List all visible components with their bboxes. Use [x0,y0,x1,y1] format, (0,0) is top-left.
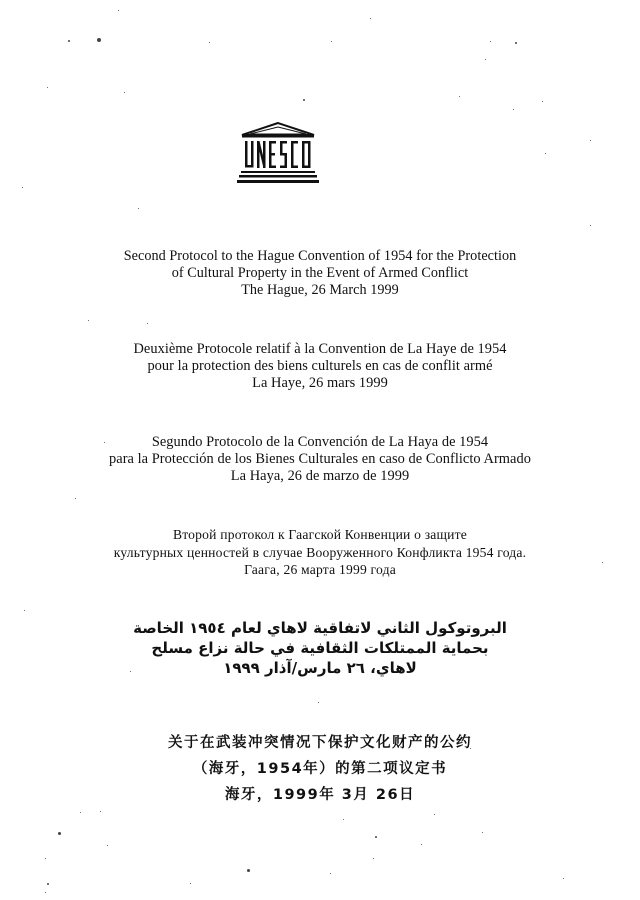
title-english-line-2: of Cultural Property in the Event of Armed Conflict [171,265,469,281]
unesco-logo [236,121,320,185]
scan-speck [542,101,543,102]
scan-speck [138,208,139,209]
scan-speck [80,812,81,813]
scan-speck [22,187,23,188]
title-french-line-2: pour la protection des biens culturels en cas de conflit armé [147,358,493,374]
title-spanish-line-2: para la Protección de los Bienes Culturales en caso de Conflicto Armado [109,451,531,467]
title-spanish-line-1: Segundo Protocolo de la Convención de La Haya de 1954 [151,434,489,450]
title-russian-line-2: культурных ценностей в случае Вооруженного Конфликта 1954 года. [113,544,527,560]
scan-speck [421,844,422,845]
title-block-english [0,248,640,299]
scan-speck [563,878,564,879]
scan-speck [118,10,119,11]
title-french-line-1: Deuxième Protocole relatif à la Convention de La Haye de 1954 [133,341,507,357]
title-chinese-line-1: 关于在武装冲突情况下保护文化财产的公约 [168,735,472,751]
scan-speck [590,140,591,141]
title-arabic-line-3: لاهاي، ٢٦ مارس/آذار ١٩٩٩ [223,659,417,677]
scan-speck [370,18,371,19]
scan-speck [209,42,210,43]
title-block-french [0,341,640,392]
scan-speck [490,41,491,42]
scan-speck [513,109,514,110]
title-french-line-3: La Haye, 26 mars 1999 [252,375,388,391]
scan-speck [124,92,125,93]
scan-speck [343,819,344,820]
scan-speck [590,225,591,226]
scan-speck [147,323,148,324]
scan-speck [47,883,49,885]
scan-speck [24,610,25,611]
unesco-temple-icon [236,121,320,185]
scan-speck [68,40,70,42]
scan-speck [318,702,319,703]
scan-speck [331,41,332,42]
scan-speck [247,869,250,872]
scan-speck [88,320,89,321]
scan-speck [545,153,546,154]
title-english-line-3: The Hague, 26 March 1999 [241,282,399,298]
title-arabic-line-1: البروتوكول الثاني لاتفاقية لاهاي لعام ١٩٥٤ الخاصة [133,619,507,637]
scan-speck [45,892,46,893]
title-chinese-line-2: （海牙，1954年）的第二项议定书 [192,761,448,777]
scan-speck [190,883,191,884]
scan-speck [58,832,61,835]
scan-speck [459,96,460,97]
scan-speck [75,498,76,499]
title-block-russian [0,526,640,579]
scan-speck [303,99,305,101]
title-spanish-line-3: La Haya, 26 de marzo de 1999 [230,468,410,484]
title-block-spanish [0,434,640,485]
title-russian-line-1: Второй протокол к Гаагской Конвенции о защите [172,527,468,542]
scan-speck [515,42,517,44]
title-chinese-line-3: 海牙，1999年 3月 26日 [224,787,416,803]
scan-speck [482,832,483,833]
scan-speck [485,59,486,60]
scan-speck [375,836,377,838]
scan-speck [373,858,374,859]
scan-speck [434,814,435,815]
scan-speck [100,811,101,812]
title-arabic-line-2: بحماية الممتلكات الثقافية في حالة نزاع مسلح [151,639,489,657]
scan-speck [107,845,108,846]
title-english-line-1: Second Protocol to the Hague Convention of 1954 for the Protection [123,248,517,264]
scan-speck [330,873,331,874]
scan-speck [47,87,48,88]
scan-speck [97,38,101,42]
title-russian-line-3: Гаага, 26 марта 1999 года [244,562,396,577]
title-block-arabic [0,618,640,678]
title-block-chinese [0,730,640,808]
scan-speck [45,858,46,859]
